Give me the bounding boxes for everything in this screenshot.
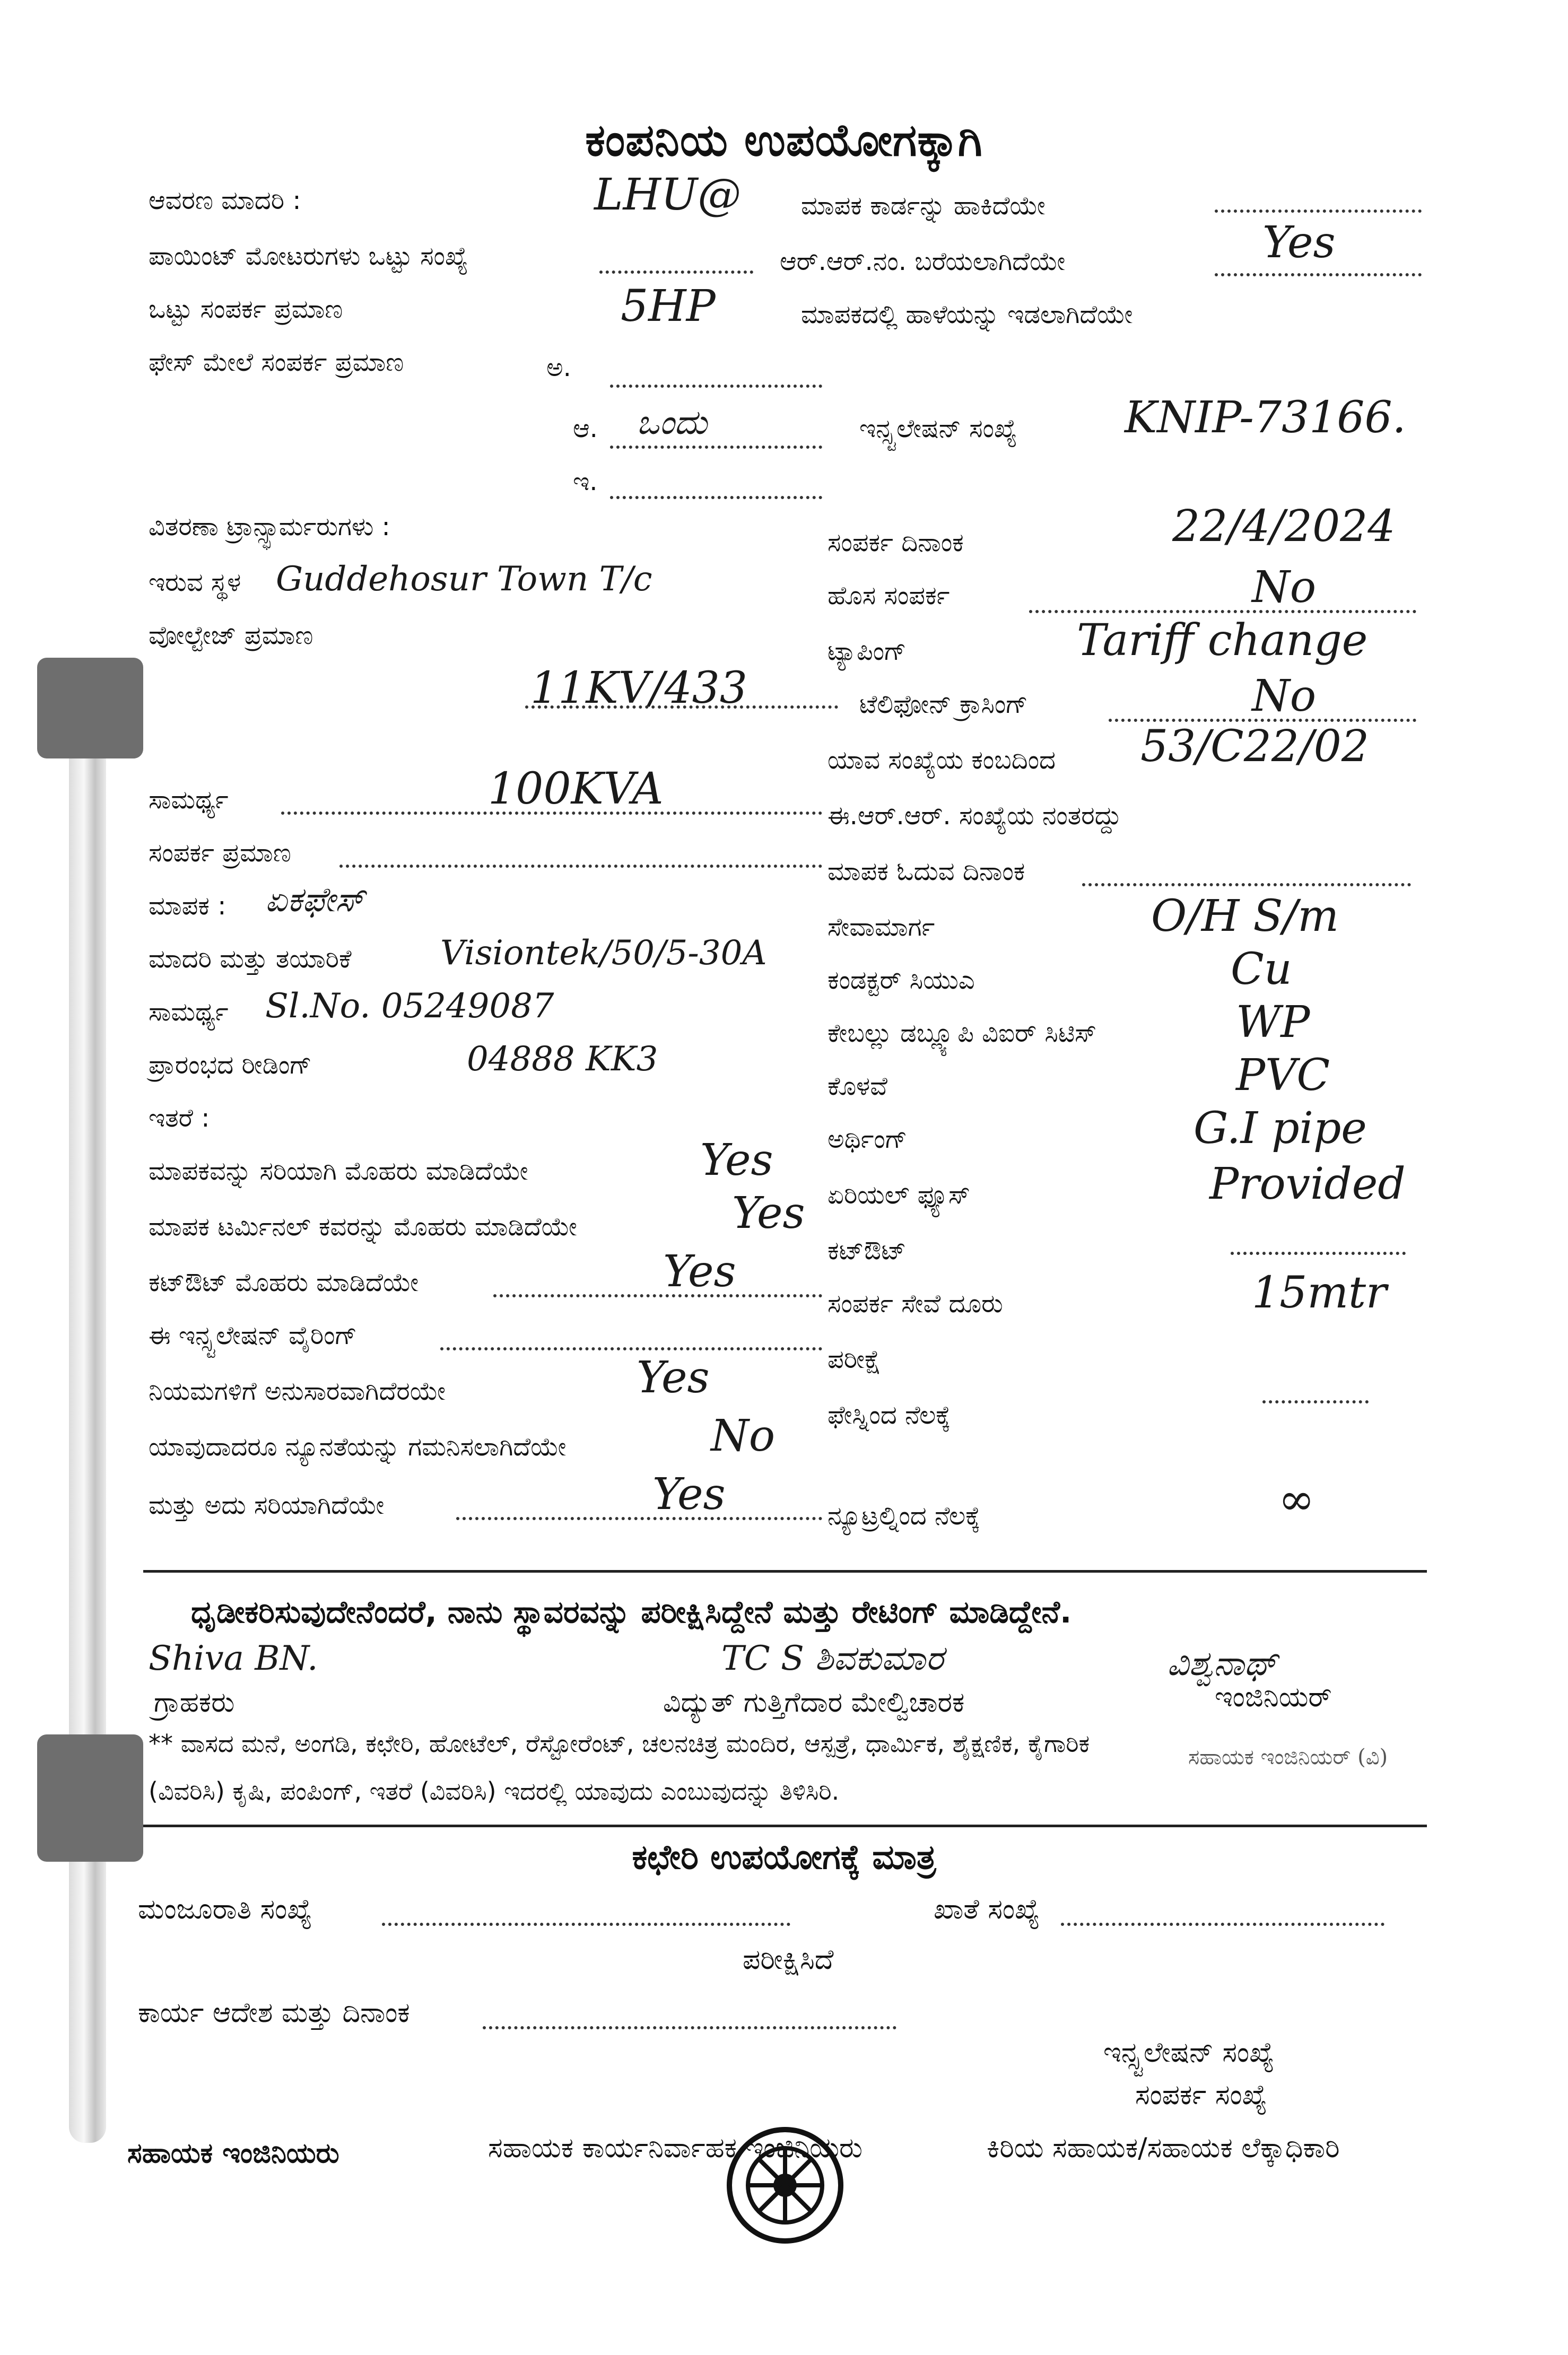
field-label: ನಿಯಮಗಳಿಗೆ ಅನುಸಾರವಾಗಿದೆರಯೇ — [149, 1376, 446, 1406]
field-label: ಮಾಪಕವನ್ನು ಸರಿಯಾಗಿ ಮೊಹರು ಮಾಡಿದೆಯೇ — [149, 1156, 528, 1186]
field-value: O/H S/m — [1151, 891, 1339, 941]
field-label: ವಿತರಣಾ ಟ್ರಾನ್ಸ್ಫಾರ್ಮರುಗಳು : — [149, 512, 390, 542]
field-label: ಈ ಇನ್ಸ್ಟಲೇಷನ್ ವೈರಿಂಗ್ — [149, 1321, 358, 1350]
dotted-line — [1109, 713, 1416, 722]
field-label: ಸಂಪರ್ಕ ಸೇವೆ ದೂರು — [827, 1289, 1003, 1319]
field-label: ಕಟ್ಔಟ್ ಮೊಹರು ಮಾಡಿದೆಯೇ — [149, 1268, 419, 1297]
field-label: ಟೆಲಿಫೋನ್ ಕ್ರಾಸಿಂಗ್ — [859, 690, 1028, 719]
field-label: ಇತರೆ : — [149, 1103, 210, 1133]
checked-label: ಪರೀಕ್ಷಿಸಿದೆ — [743, 1944, 834, 1976]
field-label: ಏರಿಯಲ್ ಫ್ಯೂಸ್ — [827, 1180, 970, 1210]
field-label: ಟ್ಯಾಪಿಂಗ್ — [827, 636, 907, 666]
contractor-label: ವಿದ್ಯುತ್ ಗುತ್ತಿಗೆದಾರ ಮೇಲ್ವಿಚಾರಕ — [663, 1687, 965, 1719]
field-value: Visiontek/50/5-30A — [440, 934, 767, 973]
field-label: ಸೇವಾಮಾರ್ಗ — [827, 912, 935, 942]
field-label: ಸಂಪರ್ಕ ದಿನಾಂಕ — [827, 528, 964, 557]
binder-strip — [27, 626, 154, 2355]
note-line: (ವಿವರಿಸಿ) ಕೃಷಿ, ಪಂಪಿಂಗ್, ಇತರೆ (ವಿವರಿಸಿ) ಇದರಲ್ಲಿ ಯಾವುದು ಎಂಬುವುದನ್ನು ತಿಳಿಸಿರಿ. — [149, 1777, 840, 1806]
field-value: PVC — [1236, 1050, 1330, 1101]
phase-label: ಅ. — [546, 353, 571, 382]
dotted-line — [1215, 268, 1422, 276]
field-value: WP — [1236, 997, 1310, 1048]
field-value: Tariff change — [1077, 615, 1368, 666]
field-label: ಪ್ರಾರಂಭದ ರೀಡಿಂಗ್ — [149, 1050, 312, 1080]
field-value: Yes — [1262, 217, 1336, 268]
phase-label: ಇ. — [573, 467, 598, 496]
field-label: ಪರೀಕ್ಷೆ — [827, 1345, 881, 1374]
dotted-line — [1215, 204, 1422, 213]
engineer-label: ಇಂಜಿನಿಯರ್ — [1215, 1681, 1332, 1713]
field-value: ಏಕಫೇಸ್ — [265, 880, 364, 920]
field-label: ಯಾವ ಸಂಖ್ಯೆಯ ಕಂಬದಿಂದ — [827, 745, 1056, 775]
field-value: Yes — [652, 1469, 726, 1520]
dotted-line — [1029, 605, 1416, 613]
field-label: ವೋಲ್ಟೇಜ್ ಪ್ರಮಾಣ — [149, 621, 313, 650]
field-label: ಹೊಸ ಸಂಪರ್ಕ — [827, 581, 950, 610]
field-value: G.I pipe — [1194, 1103, 1367, 1154]
dotted-line — [483, 2021, 896, 2029]
dotted-line — [610, 379, 822, 388]
phase-label: ಆ. — [573, 414, 598, 443]
field-value: Cu — [1231, 944, 1292, 995]
field-label: ಮಾಪಕ ಟರ್ಮಿನಲ್ ಕವರನ್ನು ಮೊಹರು ಮಾಡಿದೆಯೇ — [149, 1212, 577, 1242]
field-label: ಇನ್ಸ್ಟಲೇಷನ್ ಸಂಖ್ಯೆ — [859, 414, 1017, 443]
field-value: Yes — [663, 1246, 736, 1297]
field-value: 5HP — [621, 281, 716, 332]
dotted-line — [1262, 1395, 1369, 1403]
declaration: ಧೃಡೀಕರಿಸುವುದೇನೆಂದರೆ, ನಾನು ಸ್ಥಾವರವನ್ನು ಪರೀಕ್ಷಿಸಿದ್ದೇನೆ ಮತ್ತು ರೇಟಿಂಗ್ ಮಾಡಿದ್ದೇನೆ. — [191, 1594, 1072, 1630]
field-label: ಆವರಣ ಮಾದರಿ : — [149, 186, 301, 215]
field-value: 04888 KK3 — [467, 1040, 658, 1079]
installation-no-label: ಇನ್ಸ್ಟಲೇಷನ್ ಸಂಖ್ಯೆ — [1103, 2037, 1275, 2069]
field-value: 15mtr — [1252, 1268, 1387, 1318]
field-label: ಫೇಸ್ನಿಂದ ನೆಲಕ್ಕೆ — [827, 1400, 951, 1430]
note-line: ** ವಾಸದ ಮನೆ, ಅಂಗಡಿ, ಕಛೇರಿ, ಹೋಟೆಲ್, ರೆಸ್ಟೋರೆಂಟ್, ಚಲನಚಿತ್ರ ಮಂದಿರ, ಆಸ್ಪತ್ರೆ, ಧಾರ್ಮಿಕ, ಶೈಕ್ಷಣಿಕ, ಕೈಗಾರಿಕ — [149, 1729, 1090, 1758]
field-label: ಕೊಳವೆ — [827, 1071, 887, 1101]
dotted-line — [382, 1917, 790, 1926]
field-label: ಅರ್ಥಿಂಗ್ — [827, 1124, 908, 1154]
binder-rod — [69, 658, 106, 2143]
connection-no-label: ಸಂಪರ್ಕ ಸಂಖ್ಯೆ — [1135, 2079, 1267, 2111]
field-value: 11KV/433 — [530, 663, 747, 713]
dotted-line — [525, 700, 838, 709]
ae-label: ಸಹಾಯಕ ಇಂಜಿನಿಯರು — [127, 2138, 339, 2169]
field-label: ಮಾಪಕದಲ್ಲಿ ಹಾಳೆಯನ್ನು ಇಡಲಾಗಿದೆಯೇ — [801, 300, 1133, 329]
field-value: Yes — [700, 1135, 773, 1185]
office-heading: ಕಛೇರಿ ಉಪಯೋಗಕ್ಕೆ ಮಾತ್ರ — [632, 1838, 936, 1877]
field-value: Yes — [732, 1188, 805, 1238]
field-label: ಸಾಮರ್ಥ್ಯ — [149, 785, 229, 815]
field-label: ಮಾದರಿ ಮತ್ತು ತಯಾರಿಕೆ — [149, 944, 352, 974]
field-value: 53/C22/02 — [1140, 721, 1370, 772]
field-value: Yes — [637, 1353, 710, 1403]
dotted-line — [610, 440, 822, 449]
binder-clip-top — [37, 658, 143, 758]
dotted-line — [1082, 878, 1411, 886]
field-value: KNIP-73166. — [1125, 392, 1406, 443]
field-value: No — [1252, 671, 1317, 721]
field-label: ಮಾಪಕ : — [149, 891, 227, 921]
dotted-line — [281, 806, 822, 815]
dotted-line — [493, 1289, 822, 1297]
field-label: ಮಾಪಕ ಓದುವ ದಿನಾಂಕ — [827, 857, 1025, 886]
contractor-signature: TC S ಶಿವಕುಮಾರ — [721, 1639, 944, 1678]
field-label: ಕಂಡಕ್ಟರ್ ಸಿಯುಎ — [827, 965, 975, 995]
field-value: ∞ — [1278, 1475, 1315, 1525]
field-label: ಇರುವ ಸ್ಥಳ — [149, 568, 241, 597]
work-order-label: ಕಾರ್ಯ ಆದೇಶ ಮತ್ತು ದಿನಾಂಕ — [138, 1997, 410, 2029]
customer-signature: Shiva BN. — [149, 1639, 318, 1678]
field-value: Guddehosur Town T/c — [276, 560, 652, 599]
field-value: 100KVA — [488, 764, 664, 814]
divider — [143, 1570, 1427, 1573]
field-value: Provided — [1209, 1159, 1406, 1209]
aee-label: ಸಹಾಯಕ ಕಾರ್ಯನಿರ್ವಾಹಕ ಇಂಜಿನಿಯರು — [488, 2132, 863, 2164]
field-label: ಕಟ್ಔಟ್ — [827, 1236, 907, 1266]
field-value: Sl.No. 05249087 — [265, 987, 554, 1026]
field-label: ಮಾಪಕ ಕಾರ್ಡನ್ನು ಹಾಕಿದೆಯೇ — [801, 191, 1046, 221]
engineer-signature: ವಿಶ್ವನಾಥ್ — [1167, 1644, 1278, 1684]
field-label: ಒಟ್ಟು ಸಂಪರ್ಕ ಪ್ರಮಾಣ — [149, 294, 343, 324]
field-label: ಯಾವುದಾದರೂ ನ್ಯೂನತೆಯನ್ನು ಗಮನಿಸಲಾಗಿದೆಯೇ — [149, 1432, 567, 1462]
dotted-line — [456, 1512, 822, 1520]
field-label: ನ್ಯೂಟ್ರಲ್ನಿಂದ ನೆಲಕ್ಕೆ — [827, 1501, 981, 1531]
account-no-label: ಖಾತೆ ಸಂಖ್ಯೆ — [934, 1894, 1040, 1925]
field-label: ಕೇಬಲ್ಲು ಡಬ್ಲ್ಯೂಪಿ ವಿಐರ್ ಸಿಟಿಸ್ — [827, 1018, 1097, 1048]
field-label: ಫೇಸ್ ಮೇಲೆ ಸಂಪರ್ಕ ಪ್ರಮಾಣ — [149, 347, 404, 377]
dotted-line — [339, 859, 822, 868]
field-value: No — [1252, 562, 1317, 613]
dotted-line — [610, 491, 822, 499]
field-label: ಈ.ಆರ್.ಆರ್. ಸಂಖ್ಯೆಯ ನಂತರದ್ದು — [827, 801, 1122, 831]
field-value: ಒಂದು — [637, 403, 708, 442]
field-value: LHU@ — [594, 170, 742, 220]
customer-label: ಗ್ರಾಹಕರು — [154, 1687, 235, 1719]
form-title: ಕಂಪನಿಯ ಉಪಯೋಗಕ್ಕಾಗಿ — [585, 114, 983, 166]
field-value: No — [711, 1411, 776, 1461]
dotted-line — [1231, 1246, 1406, 1255]
field-label: ಆರ್.ಆರ್.ನಂ. ಬರೆಯಲಾಗಿದೆಯೇ — [780, 247, 1066, 276]
field-label: ಪಾಯಿಂಟ್ ಮೋಟರುಗಳು ಒಟ್ಟು ಸಂಖ್ಯೆ — [149, 241, 468, 271]
field-value: 22/4/2024 — [1172, 501, 1396, 552]
engineer-stamp: ಸಹಾಯಕ ಇಂಜಿನಿಯರ್ (ವಿ) — [1188, 1745, 1388, 1769]
field-label: ಮತ್ತು ಅದು ಸರಿಯಾಗಿದೆಯೇ — [149, 1490, 385, 1520]
dotted-line — [1061, 1917, 1384, 1926]
ao-label: ಕಿರಿಯ ಸಹಾಯಕ/ಸಹಾಯಕ ಲೆಕ್ಕಾಧಿಕಾರಿ — [987, 2132, 1340, 2164]
field-label: ಸಾಮರ್ಥ್ಯ — [149, 997, 229, 1027]
company-seal-icon — [721, 2122, 849, 2260]
field-label: ಸಂಪರ್ಕ ಪ್ರಮಾಣ — [149, 838, 291, 868]
sanction-no-label: ಮಂಜೂರಾತಿ ಸಂಖ್ಯೆ — [138, 1894, 312, 1925]
dotted-line — [440, 1342, 822, 1350]
divider — [143, 1825, 1427, 1827]
dotted-line — [599, 265, 753, 274]
